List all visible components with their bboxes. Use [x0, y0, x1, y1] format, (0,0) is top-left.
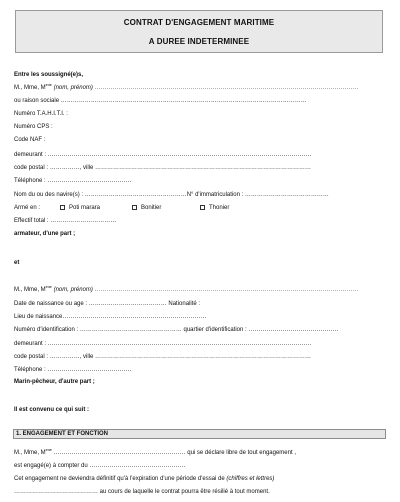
- marin-name-field[interactable]: [14, 286, 388, 295]
- armateur-naf[interactable]: Code NAF :: [14, 137, 46, 143]
- armateur-navire[interactable]: Nom du ou des navire(s) : ……………………………………………N° d'immatriculation : ……………………………………: [14, 192, 329, 198]
- armateur-telephone[interactable]: Téléphone : ……………………………………: [14, 178, 132, 184]
- option-poti-marara[interactable]: Poti marara: [60, 204, 100, 212]
- checkbox-icon[interactable]: [132, 205, 137, 210]
- marin-name-sup: elle: [45, 286, 52, 289]
- armateur-cps[interactable]: Numéro CPS :: [14, 124, 53, 130]
- armateur-name-field[interactable]: [14, 84, 388, 93]
- marin-name-prefix: M., Mme, M: [14, 287, 46, 293]
- section1-line4[interactable]: …………………………………… au cours de laquelle le contrat pourra être résilié à tout moment.: [14, 489, 270, 495]
- marin-identification[interactable]: Numéro d'identification : …………………………………………… quartier d'identification : ………………………………………: [14, 327, 339, 333]
- option-thonier[interactable]: Thonier: [200, 204, 229, 212]
- checkbox-icon[interactable]: [200, 205, 205, 210]
- marin-name-hint: (nom, prénom): [53, 287, 93, 293]
- section1-line1[interactable]: M., Mme, $M^{elle}$ ………………………………………………………… qui se déclare libre de tout engagement ,: [14, 449, 296, 456]
- contract-title: CONTRAT D'ENGAGEMENT MARITIME: [123, 18, 275, 27]
- section1-line3: Cet engagement ne deviendra définitif qu'à l'expiration d'une période d'essai de (chiffres et lettres): [14, 476, 275, 482]
- arme-en-label: Armé en :: [14, 205, 41, 211]
- convenu-label: Il est convenu ce qui suit :: [14, 407, 90, 413]
- marin-closing: Marin-pêcheur, d'autre part ;: [14, 379, 95, 385]
- armateur-name-dots: ……………………………………………………………………………………………………………………: [94, 85, 359, 91]
- armateur-name-prefix: M., Mme, M: [14, 85, 46, 91]
- armateur-name-sup: elle: [45, 84, 52, 87]
- armateur-effectif[interactable]: Effectif total : ……………………………: [14, 218, 117, 224]
- armateur-closing: armateur, d'une part ;: [14, 231, 76, 237]
- marin-telephone[interactable]: Téléphone : ……………………………………: [14, 367, 132, 373]
- marin-demeurant[interactable]: demeurant : ……………………………………………………………………………………………………………………: [14, 341, 312, 347]
- armateur-name-hint: (nom, prénom): [53, 85, 93, 91]
- contract-title-box: [15, 10, 383, 53]
- section1-hint: (chiffres et lettres): [226, 476, 275, 482]
- marin-code-postal[interactable]: code postal : ……………, ville ………………………………………………………………………………………………: [14, 354, 312, 360]
- et-label: et: [14, 260, 20, 266]
- marin-naissance[interactable]: Date de naissance ou age : ………………………………… Nationalité :: [14, 301, 201, 307]
- parties-header: Entre les soussigné(e)s,: [14, 72, 84, 78]
- arme-en-row: [14, 204, 388, 213]
- checkbox-icon[interactable]: [60, 205, 65, 210]
- marin-lieu[interactable]: Lieu de naissance………………………………………………………………: [14, 314, 207, 320]
- marin-name-dots: ……………………………………………………………………………………………………………………: [94, 287, 359, 293]
- option-bonitier[interactable]: Bonitier: [132, 204, 161, 212]
- armateur-raison-sociale[interactable]: ou raison sociale ……………………………………………………………………………………………………………: [14, 98, 307, 104]
- contract-subtitle: A DUREE INDETERMINEE: [148, 37, 250, 46]
- armateur-demeurant[interactable]: demeurant : ……………………………………………………………………………………………………………………: [14, 152, 312, 158]
- section-1-header: 1. ENGAGEMENT ET FONCTION: [13, 429, 386, 439]
- armateur-code-postal[interactable]: code postal : ……………, ville ………………………………………………………………………………………………: [14, 165, 312, 171]
- armateur-tahiti[interactable]: Numéro T.A.H.I.T.I. :: [14, 111, 68, 117]
- section1-line2[interactable]: est engagé(e) à compter du …………………………………………: [14, 463, 186, 469]
